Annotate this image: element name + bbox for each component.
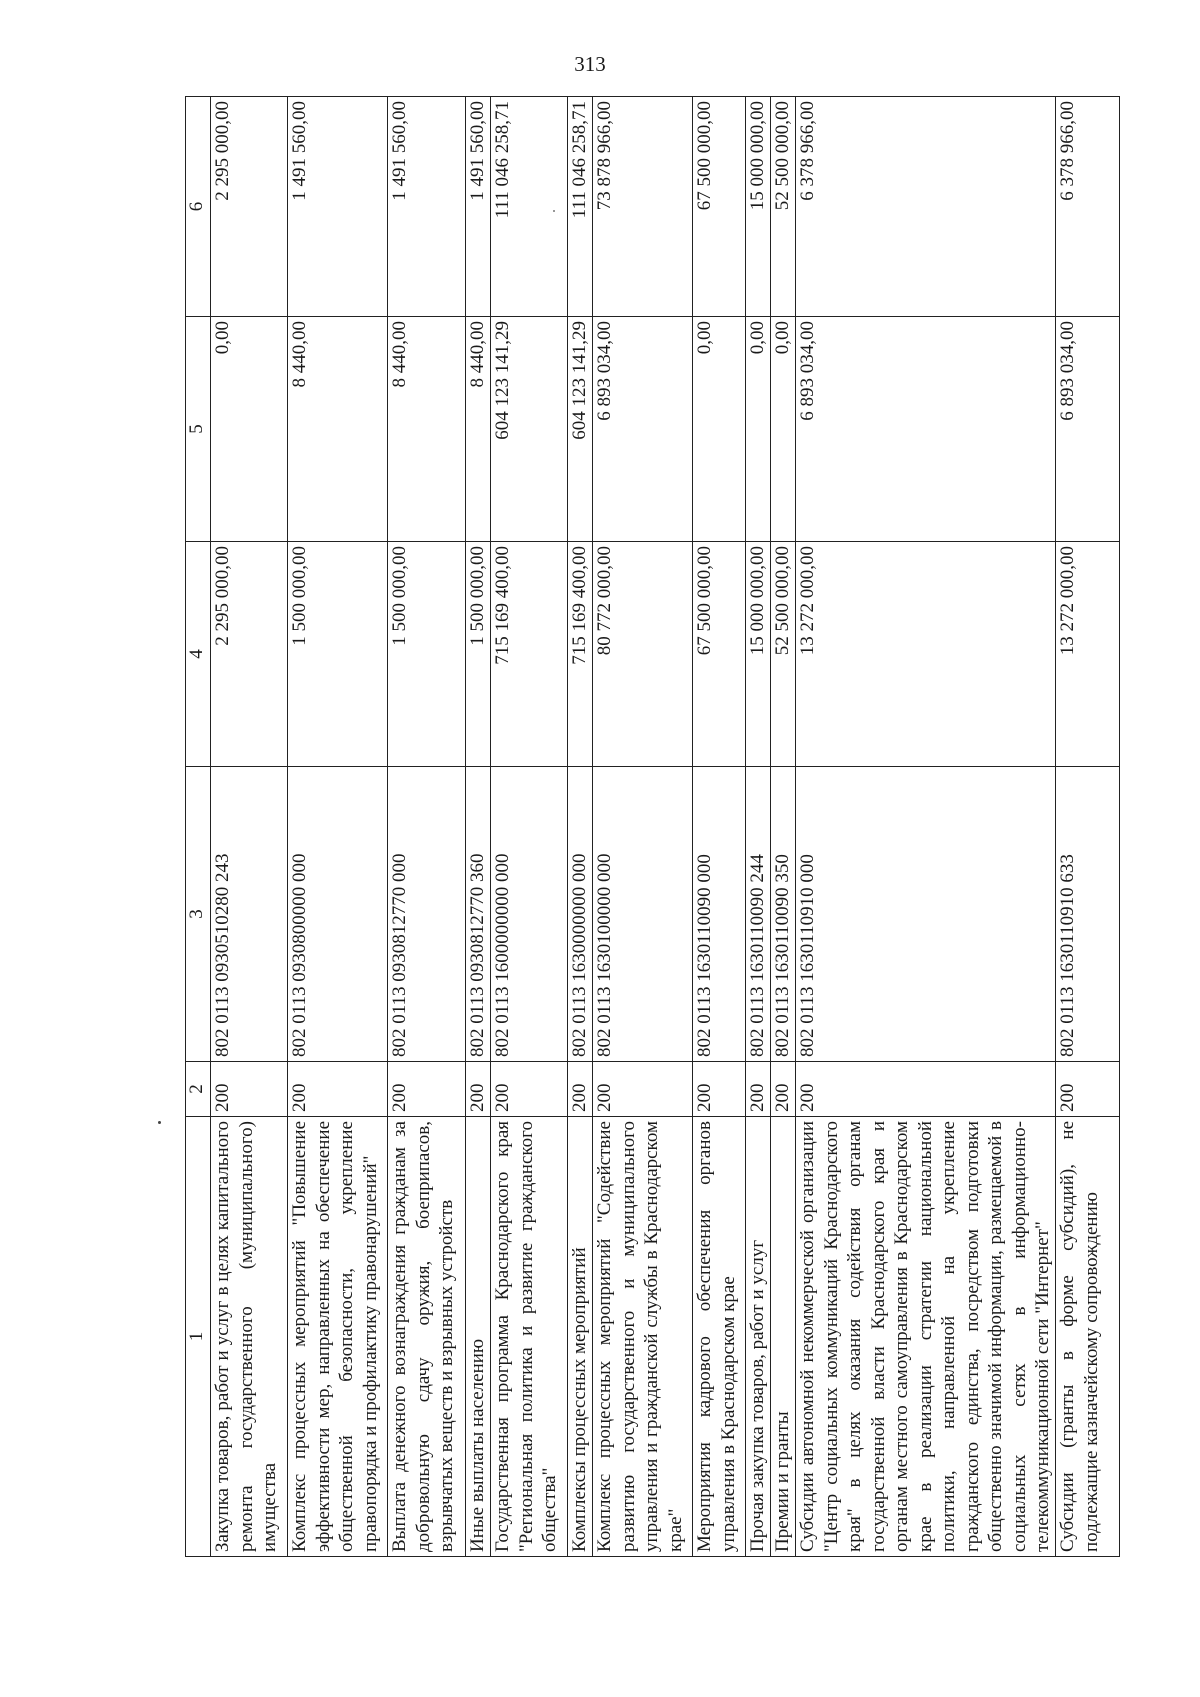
row-code-2: 200 xyxy=(746,1062,771,1117)
row-code-2: 200 xyxy=(593,1062,693,1117)
row-value-6: 1 491 560,00 xyxy=(288,97,388,317)
row-value-5: 8 440,00 xyxy=(288,317,388,542)
row-budget-code: 802 0113 1630110090 244 xyxy=(746,767,771,1062)
row-budget-code: 802 0113 1630110090 350 xyxy=(771,767,796,1062)
column-header: 4 xyxy=(186,542,211,767)
row-budget-code: 802 0113 0930510280 243 xyxy=(211,767,288,1062)
table-row xyxy=(288,97,388,1557)
row-budget-code: 802 0113 0930812770 000 xyxy=(388,767,466,1062)
row-value-4: 15 000 000,00 xyxy=(746,542,771,767)
row-code-2: 200 xyxy=(1056,1062,1120,1117)
column-header: 6 xyxy=(186,97,211,317)
row-code-2: 200 xyxy=(693,1062,746,1117)
row-value-5: 0,00 xyxy=(211,317,288,542)
row-value-4: 13 272 000,00 xyxy=(1056,542,1120,767)
row-value-5: 0,00 xyxy=(771,317,796,542)
table-row xyxy=(568,97,593,1557)
row-value-5: 604 123 141,29 xyxy=(568,317,593,542)
row-name: Комплексы процессных мероприятий xyxy=(568,1117,593,1557)
table-row xyxy=(693,97,746,1557)
row-name: Субсидии автономной некоммерческой организации "Центр социальных коммуникаций Краснодарского края" в целях оказания содействия органам государственной власти Краснодарского края и органам местного самоуправления в Краснодарском крае в реализации стратегии национальной политики, направленной на укрепление гражданского единства, посредством подготовки общественно значимой информации, размещаемой в социальных сетях в информационно-телекоммуникационной сети "Интернет" xyxy=(796,1117,1056,1557)
row-value-4: 52 500 000,00 xyxy=(771,542,796,767)
row-budget-code: 802 0113 1630110910 633 xyxy=(1056,767,1120,1062)
row-budget-code: 802 0113 1600000000 000 xyxy=(491,767,568,1062)
table-row xyxy=(1056,97,1120,1557)
row-budget-code: 802 0113 1630000000 000 xyxy=(568,767,593,1062)
row-value-5: 8 440,00 xyxy=(388,317,466,542)
row-value-4: 715 169 400,00 xyxy=(568,542,593,767)
row-name: Государственная программа Краснодарского края "Региональная политика и развитие гражданского общества" xyxy=(491,1117,568,1557)
row-budget-code: 802 0113 0930800000 000 xyxy=(288,767,388,1062)
row-value-5: 604 123 141,29 xyxy=(491,317,568,542)
row-name: Выплата денежного вознаграждения гражданам за добровольную сдачу оружия, боеприпасов, взрывчатых веществ и взрывных устройств xyxy=(388,1117,466,1557)
column-header: 1 xyxy=(186,1117,211,1557)
table-header-row xyxy=(186,97,211,1557)
row-name: Комплекс процессных мероприятий "Содействие развитию государственного и муниципального управления и гражданской службы в Краснодарском крае" xyxy=(593,1117,693,1557)
row-value-6: 6 378 966,00 xyxy=(1056,97,1120,317)
row-code-2: 200 xyxy=(491,1062,568,1117)
table-row xyxy=(388,97,466,1557)
row-value-6: 2 295 000,00 xyxy=(211,97,288,317)
column-header: 2 xyxy=(186,1062,211,1117)
row-value-4: 67 500 000,00 xyxy=(693,542,746,767)
row-name: Премии и гранты xyxy=(771,1117,796,1557)
row-code-2: 200 xyxy=(288,1062,388,1117)
scan-speck xyxy=(158,1121,161,1124)
row-value-6: 6 378 966,00 xyxy=(796,97,1056,317)
row-code-2: 200 xyxy=(796,1062,1056,1117)
row-budget-code: 802 0113 0930812770 360 xyxy=(466,767,491,1062)
row-value-6: 1 491 560,00 xyxy=(466,97,491,317)
row-value-6: 1 491 560,00 xyxy=(388,97,466,317)
row-value-5: 6 893 034,00 xyxy=(593,317,693,542)
column-header: 3 xyxy=(186,767,211,1062)
row-value-4: 1 500 000,00 xyxy=(388,542,466,767)
row-value-4: 80 772 000,00 xyxy=(593,542,693,767)
row-value-6: 52 500 000,00 xyxy=(771,97,796,317)
row-code-2: 200 xyxy=(568,1062,593,1117)
row-budget-code: 802 0113 1630100000 000 xyxy=(593,767,693,1062)
row-value-5: 0,00 xyxy=(746,317,771,542)
row-value-4: 715 169 400,00 xyxy=(491,542,568,767)
rotated-table-container xyxy=(185,97,1120,1557)
table-row xyxy=(593,97,693,1557)
row-value-4: 1 500 000,00 xyxy=(288,542,388,767)
table-row xyxy=(491,97,568,1557)
table-row xyxy=(796,97,1056,1557)
row-code-2: 200 xyxy=(466,1062,491,1117)
column-header: 5 xyxy=(186,317,211,542)
row-name: Мероприятия кадрового обеспечения органов управления в Краснодарском крае xyxy=(693,1117,746,1557)
row-value-4: 2 295 000,00 xyxy=(211,542,288,767)
table-row xyxy=(746,97,771,1557)
row-code-2: 200 xyxy=(211,1062,288,1117)
row-value-6: 73 878 966,00 xyxy=(593,97,693,317)
row-name: Закупка товаров, работ и услуг в целях капитального ремонта государственного (муниципального) имущества xyxy=(211,1117,288,1557)
row-value-4: 13 272 000,00 xyxy=(796,542,1056,767)
table-row xyxy=(466,97,491,1557)
budget-table xyxy=(185,96,1120,1557)
table-row xyxy=(211,97,288,1557)
row-value-5: 8 440,00 xyxy=(466,317,491,542)
row-code-2: 200 xyxy=(388,1062,466,1117)
row-name: Прочая закупка товаров, работ и услуг xyxy=(746,1117,771,1557)
row-value-5: 0,00 xyxy=(693,317,746,542)
row-name: Иные выплаты населению xyxy=(466,1117,491,1557)
row-code-2: 200 xyxy=(771,1062,796,1117)
table-row xyxy=(771,97,796,1557)
row-name: Комплекс процессных мероприятий "Повышение эффективности мер, направленных на обеспечение общественной безопасности, укрепление правопорядка и профилактику правонарушений" xyxy=(288,1117,388,1557)
row-value-6: 67 500 000,00 xyxy=(693,97,746,317)
page-number: 313 xyxy=(574,52,606,76)
row-value-6: 111 046 258,71 xyxy=(491,97,568,317)
row-value-6: 15 000 000,00 xyxy=(746,97,771,317)
row-budget-code: 802 0113 1630110910 000 xyxy=(796,767,1056,1062)
row-value-6: 111 046 258,71 xyxy=(568,97,593,317)
row-budget-code: 802 0113 1630110090 000 xyxy=(693,767,746,1062)
row-value-5: 6 893 034,00 xyxy=(1056,317,1120,542)
row-value-5: 6 893 034,00 xyxy=(796,317,1056,542)
row-value-4: 1 500 000,00 xyxy=(466,542,491,767)
row-name: Субсидии (гранты в форме субсидий), не подлежащие казначейскому сопровождению xyxy=(1056,1117,1120,1557)
